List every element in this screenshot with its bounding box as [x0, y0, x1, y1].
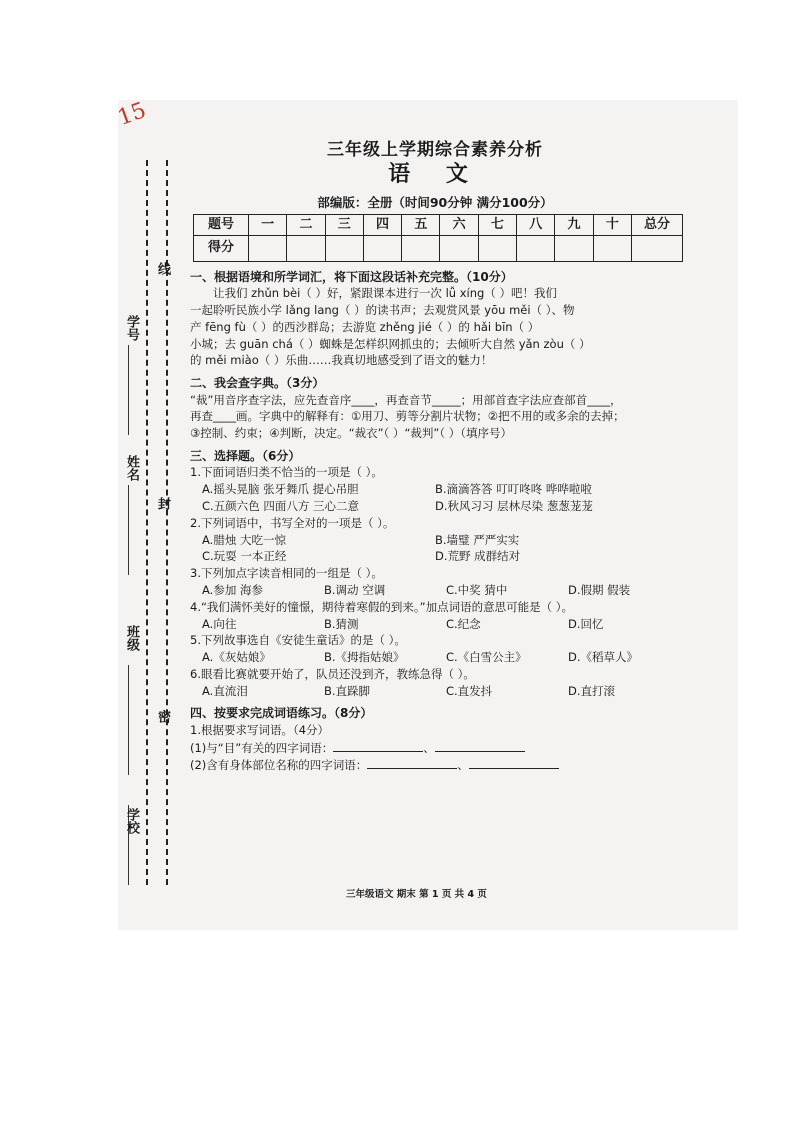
question-3: 3.下列加点字读音相同的一组是（ ）。: [190, 566, 383, 581]
option: D.假期 假装: [568, 582, 631, 597]
option: C.《白雪公主》: [446, 650, 527, 665]
option: B.滴滴答答 叮叮咚咚 哗哗啦啦: [435, 482, 592, 497]
option: B.直跺脚: [324, 683, 371, 698]
score-cell[interactable]: [287, 235, 325, 261]
section-4-subtitle: 1.根据要求写词语。（4分）: [190, 722, 330, 737]
option: D.直打滚: [568, 683, 616, 698]
option: D.秋风习习 层林尽染 葱葱茏茏: [435, 498, 593, 513]
label-name: 姓名: [124, 455, 139, 481]
score-cell[interactable]: [249, 235, 287, 261]
answer-blank[interactable]: [435, 741, 525, 752]
question-2-options-b: [190, 550, 680, 564]
option: C.玩耍 一本正经: [202, 549, 287, 564]
section-2-line: 再查____画。字典中的解释有：①用刀、剪等分割片状物；②把不用的或多余的去掉；: [190, 409, 625, 424]
question-4: 4.“我们满怀美好的憧憬，期待着寒假的到来。”加点词语的意思可能是（ ）。: [190, 599, 574, 614]
question-6-options: [190, 685, 680, 699]
score-cell[interactable]: [402, 235, 440, 261]
cut-label-secret: 密: [155, 710, 170, 723]
option: D.荒野 成群结对: [435, 549, 521, 564]
question-1-options-b: [190, 500, 680, 514]
score-cell[interactable]: [555, 235, 593, 261]
score-table: [193, 214, 683, 262]
score-table-score-row: [194, 235, 683, 261]
score-header-cell: 十: [593, 214, 631, 235]
question-1: 1.下面词语归类不恰当的一项是（ ）。: [190, 465, 383, 480]
answer-blank[interactable]: [333, 741, 423, 752]
option: A.《灰姑娘》: [202, 650, 271, 665]
score-header-cell: 八: [517, 214, 555, 235]
question-1-options-a: [190, 483, 680, 497]
section-3-title: 三、选择题。（6分）: [190, 448, 301, 463]
section-1-line: 让我们 zhǔn bèi（ ）好，紧跟课本进行一次 lǚ xíng（ ）吧！我们: [213, 286, 557, 301]
item-2-label: (2)含有身体部位名称的四字词语：: [190, 758, 368, 773]
score-cell[interactable]: [632, 235, 683, 261]
section-1-line: 一起聆听民族小学 lǎng lang（ ）的读书声；去观赏风景 yōu měi（ ）、物: [190, 302, 575, 317]
separator: 、: [423, 740, 435, 755]
cut-label-seal: 封: [155, 497, 170, 510]
label-class: 班级: [124, 625, 139, 651]
option: C.五颜六色 四面八方 三心二意: [202, 498, 359, 513]
score-table-header-row: [194, 214, 683, 235]
option: B.《拇指姑娘》: [324, 650, 405, 665]
student-id-line: [128, 345, 129, 435]
cut-label-line: 线: [155, 262, 170, 275]
option: A.摇头晃脑 张牙舞爪 提心吊胆: [202, 482, 359, 497]
option: B.猜测: [324, 616, 359, 631]
option: A.参加 海参: [202, 582, 263, 597]
class-line: [128, 665, 129, 775]
label-school: 学校: [124, 808, 139, 834]
binding-dash-line-left: [146, 160, 148, 885]
score-header-cell: 题号: [194, 214, 249, 235]
option: C.中奖 猜中: [446, 582, 508, 597]
answer-blank[interactable]: [367, 758, 457, 769]
option: A.腊烛 大吃一惊: [202, 532, 286, 547]
question-5: 5.下列故事选自《安徒生童话》的是（ ）。: [190, 633, 406, 648]
score-header-cell: 二: [287, 214, 325, 235]
section-4-title: 四、按要求完成词语练习。（8分）: [190, 706, 373, 721]
exam-subject: 语 文: [388, 162, 482, 188]
score-header-cell: 七: [478, 214, 516, 235]
answer-blank[interactable]: [469, 758, 559, 769]
exam-content: [190, 140, 680, 773]
question-2: 2.下列词语中，书写全对的一项是（ ）。: [190, 515, 395, 530]
question-6: 6.眼看比赛就要开始了，队员还没到齐，教练急得（ ）。: [190, 666, 475, 681]
score-header-cell: 四: [363, 214, 401, 235]
score-cell[interactable]: [478, 235, 516, 261]
section-2-line: “裁”用音序查字法，应先查音序____，再查音节_____；用部首查字法应查部首____，: [190, 392, 622, 407]
option: C.纪念: [446, 616, 481, 631]
score-header-cell: 五: [402, 214, 440, 235]
score-header-cell: 总分: [632, 214, 683, 235]
question-2-options-a: [190, 534, 680, 548]
section-4-item-1: [190, 741, 680, 756]
option: A.直流泪: [202, 683, 248, 698]
section-1-title: 一、根据语境和所学词汇，将下面这段话补充完整。（10分）: [190, 269, 513, 284]
section-1-line: 产 fēng fù（ ）的西沙群岛；去游览 zhěng jié（ ）的 hǎi bīn（ ）: [190, 319, 540, 334]
option: B.墙璧 严严实实: [435, 532, 520, 547]
section-2-title: 二、我会查字典。（3分）: [190, 376, 325, 391]
question-4-options: [190, 618, 680, 632]
score-cell[interactable]: [517, 235, 555, 261]
score-row-label: 得分: [194, 235, 249, 261]
section-1-line: 的 měi miào（ ）乐曲……我真切地感受到了语文的魅力！: [190, 353, 493, 368]
section-2-line: ③控制、约束；④判断，决定。“裁衣”（ ）“裁判”（ ）（填序号）: [190, 426, 513, 441]
question-5-options: [190, 651, 680, 665]
option: C.直发抖: [446, 683, 493, 698]
question-3-options: [190, 584, 680, 598]
separator: 、: [457, 758, 469, 773]
handwritten-mark: 15: [114, 97, 150, 132]
score-header-cell: 一: [249, 214, 287, 235]
score-cell[interactable]: [325, 235, 363, 261]
exam-title: 三年级上学期综合素养分析: [327, 140, 543, 160]
name-line: [128, 485, 129, 575]
section-4-item-2: [190, 758, 680, 773]
section-1-line: 小城；去 guān chá（ ）蜘蛛是怎样织网抓虫的；去倾听大自然 yǎn zòu（ ）: [190, 336, 591, 351]
option: B.调动 空调: [324, 582, 386, 597]
score-header-cell: 九: [555, 214, 593, 235]
exam-edition: 部编版：全册（时间90分钟 满分100分）: [317, 194, 553, 210]
label-student-id: 学号: [124, 315, 139, 341]
option: A.向往: [202, 616, 237, 631]
score-header-cell: 三: [325, 214, 363, 235]
option: D.《稻草人》: [568, 650, 639, 665]
option: D.回忆: [568, 616, 604, 631]
score-cell[interactable]: [363, 235, 401, 261]
score-header-cell: 六: [440, 214, 478, 235]
score-cell[interactable]: [440, 235, 478, 261]
page-footer: 三年级语文 期末 第 1 页 共 4 页: [346, 889, 487, 900]
item-1-label: (1)与“目”有关的四字词语：: [190, 740, 334, 755]
score-cell[interactable]: [593, 235, 631, 261]
